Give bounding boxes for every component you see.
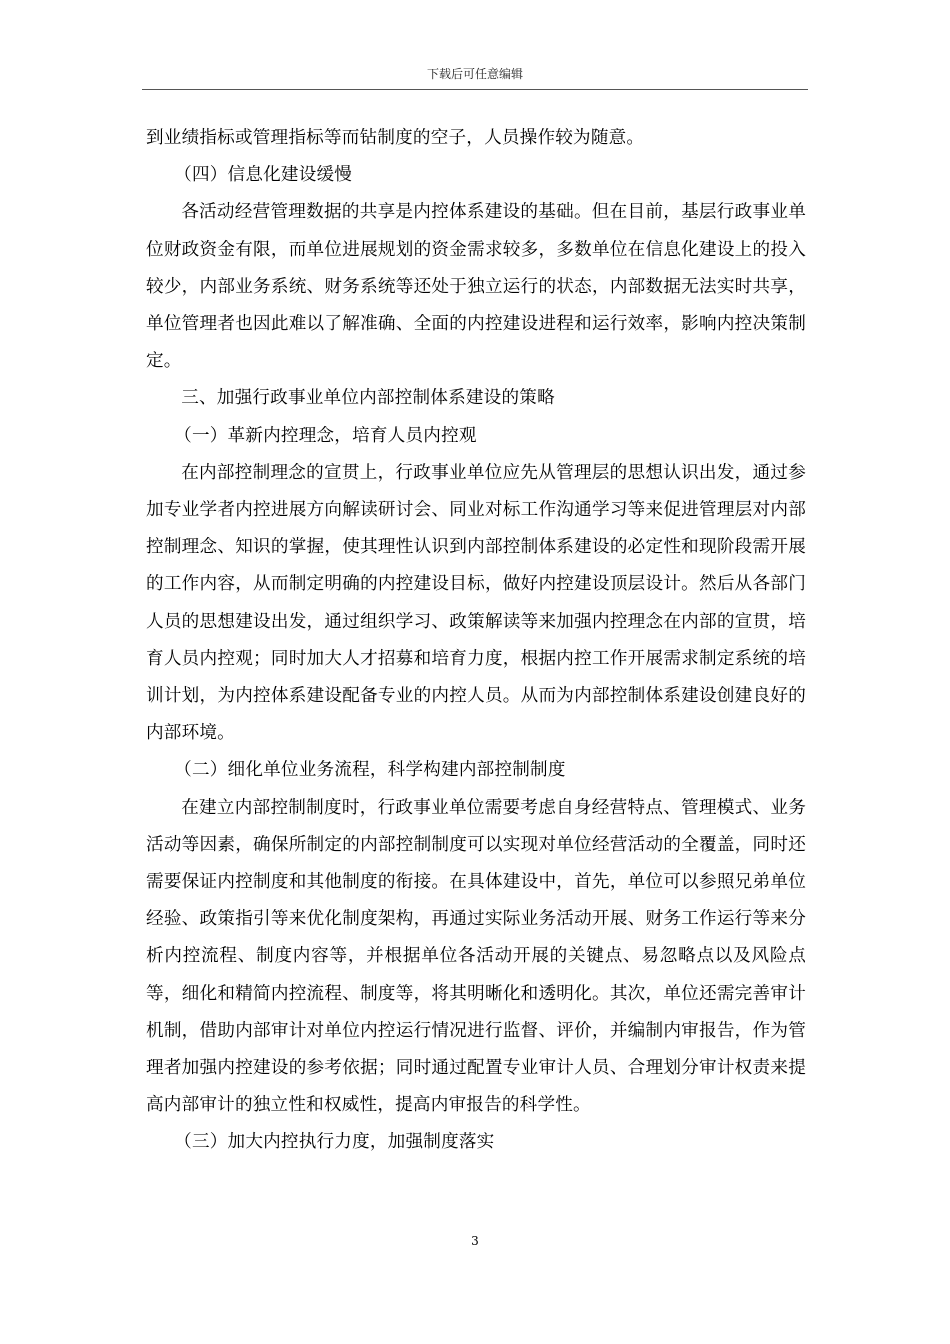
paragraph-informatization: 各活动经营管理数据的共享是内控体系建设的基础。但在目前，基层行政事业单位财政资金有限，而单位进展规划的资金需求较多，多数单位在信息化建设上的投入较少，内部业务系统、财务系统等还处于独立运行的状态，内部数据无法实时共享，单位管理者也因此难以了解准确、全面的内控建设进程和运行效率，影响内控决策制定。 xyxy=(146,202,806,372)
page-number: 3 xyxy=(471,1234,479,1248)
page-header: 下载后可任意编辑 xyxy=(426,67,523,81)
chapter-heading-3: 三、加强行政事业单位内部控制体系建设的策略 xyxy=(181,388,555,409)
paragraph-process: 在建立内部控制制度时，行政事业单位需要考虑自身经营特点、管理模式、业务活动等因素，确保所制定的内部控制制度可以实现对单位经营活动的全覆盖，同时还需要保证内控制度和其他制度的衔接。在具体建设中，首先，单位可以参照兄弟单位经验、政策指引等来优化制度架构，再通过实际业务活动开展、财务工作运行等来分析内控流程、制度内容等，并根据单位各活动开展的关键点、易忽略点以及风险点等，细化和精简内控流程、制度等，将其明晰化和透明化。其次，单位还需完善审计机制，借助内部审计对单位内控运行情况进行监督、评价，并编制内审报告，作为管理者加强内控建设的参考依据；同时通过配置专业审计人员、合理划分审计权责来提高内部审计的独立性和权威性，提高内审报告的科学性。 xyxy=(146,797,806,1116)
header-divider xyxy=(142,89,808,90)
section-heading-4: （四）信息化建设缓慢 xyxy=(174,165,353,186)
section-heading-2: （二）细化单位业务流程，科学构建内部控制制度 xyxy=(174,760,566,781)
document-body xyxy=(146,120,806,1162)
paragraph-continuation: 到业绩指标或管理指标等而钻制度的空子，人员操作较为随意。 xyxy=(146,128,645,148)
section-heading-3: （三）加大内控执行力度，加强制度落实 xyxy=(174,1132,495,1153)
section-heading-1: （一）革新内控理念，培育人员内控观 xyxy=(174,425,477,446)
paragraph-concept: 在内部控制理念的宣贯上，行政事业单位应先从管理层的思想认识出发，通过参加专业学者内控进展方向解读研讨会、同业对标工作沟通学习等来促进管理层对内部控制理念、知识的掌握，使其理性认识到内部控制体系建设的必定性和现阶段需开展的工作内容，从而制定明确的内控建设目标，做好内控建设顶层设计。然后从各部门人员的思想建设出发，通过组织学习、政策解读等来加强内控理念在内部的宣贯，培育人员内控观；同时加大人才招募和培育力度，根据内控工作开展需求制定系统的培训计划，为内控体系建设配备专业的内控人员。从而为内部控制体系建设创建良好的内部环境。 xyxy=(146,462,806,744)
